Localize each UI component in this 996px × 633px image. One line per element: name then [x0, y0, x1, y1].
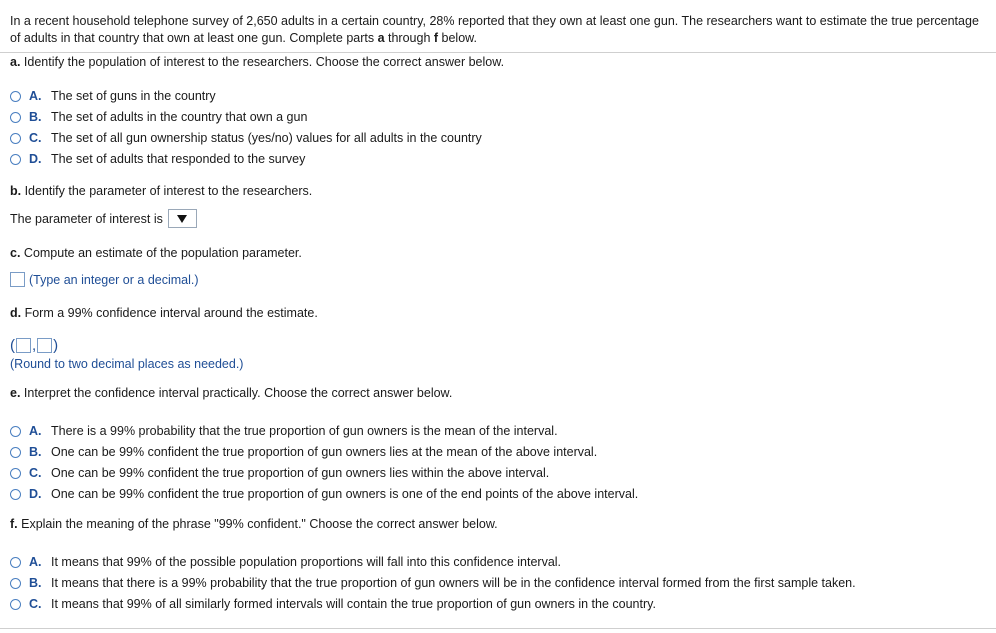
- part-a-option-a[interactable]: A. The set of guns in the country: [10, 88, 216, 104]
- radio-button[interactable]: [10, 426, 21, 437]
- part-f-option-b[interactable]: B. It means that there is a 99% probability that the true proportion of gun owners will be in the confidence interval formed from the first sample taken.: [10, 575, 856, 591]
- part-e-option-a[interactable]: A. There is a 99% probability that the true proportion of gun owners is the mean of the interval.: [10, 423, 558, 439]
- confidence-interval-input: ( , ): [10, 337, 59, 354]
- radio-button[interactable]: [10, 112, 21, 123]
- part-c-answer-row: [10, 272, 199, 287]
- part-e-option-c[interactable]: C. One can be 99% confident the true proportion of gun owners lies within the above interval.: [10, 465, 549, 481]
- part-b-answer-row: [10, 209, 197, 228]
- radio-button[interactable]: [10, 154, 21, 165]
- radio-button[interactable]: [10, 599, 21, 610]
- part-f-option-a[interactable]: A. It means that 99% of the possible population proportions will fall into this confidence interval.: [10, 554, 561, 570]
- radio-button[interactable]: [10, 447, 21, 458]
- part-e-option-b[interactable]: B. One can be 99% confident the true proportion of gun owners lies at the mean of the above interval.: [10, 444, 597, 460]
- upper-bound-input[interactable]: [37, 338, 52, 353]
- estimate-hint: (Type an integer or a decimal.): [29, 272, 199, 287]
- part-a-option-d[interactable]: D. The set of adults that responded to the survey: [10, 151, 305, 167]
- problem-statement: In a recent household telephone survey of 2,650 adults in a certain country, 28% reported that they own at least one gun. The researchers want to estimate the true percentage of adults in that country that own at least one gun. Complete parts a through f below.: [10, 14, 979, 45]
- radio-button[interactable]: [10, 489, 21, 500]
- dropdown-arrow-icon: [177, 215, 187, 223]
- parameter-label: The parameter of interest is: [10, 211, 163, 226]
- part-e-option-d[interactable]: D. One can be 99% confident the true proportion of gun owners is one of the end points of the above interval.: [10, 486, 638, 502]
- radio-button[interactable]: [10, 91, 21, 102]
- divider: [0, 628, 996, 629]
- part-f-option-c[interactable]: C. It means that 99% of all similarly formed intervals will contain the true proportion of gun owners in the country.: [10, 596, 656, 612]
- radio-button[interactable]: [10, 578, 21, 589]
- part-a-option-b[interactable]: B. The set of adults in the country that own a gun: [10, 109, 307, 125]
- parameter-dropdown[interactable]: [168, 209, 197, 228]
- radio-button[interactable]: [10, 557, 21, 568]
- lower-bound-input[interactable]: [16, 338, 31, 353]
- divider: [0, 52, 996, 53]
- part-f-question: f. Explain the meaning of the phrase "99% confident." Choose the correct answer below.: [10, 517, 498, 531]
- part-e-question: e. Interpret the confidence interval practically. Choose the correct answer below.: [10, 386, 453, 400]
- part-d-question: d. Form a 99% confidence interval around the estimate.: [10, 306, 318, 320]
- radio-button[interactable]: [10, 133, 21, 144]
- radio-button[interactable]: [10, 468, 21, 479]
- part-c-question: c. Compute an estimate of the population parameter.: [10, 246, 302, 260]
- estimate-input[interactable]: [10, 272, 25, 287]
- part-a-option-c[interactable]: C. The set of all gun ownership status (yes/no) values for all adults in the country: [10, 130, 482, 146]
- interval-hint: (Round to two decimal places as needed.): [10, 357, 244, 371]
- part-a-question: a. Identify the population of interest to the researchers. Choose the correct answer below.: [10, 55, 505, 69]
- part-b-question: b. Identify the parameter of interest to the researchers.: [10, 184, 313, 198]
